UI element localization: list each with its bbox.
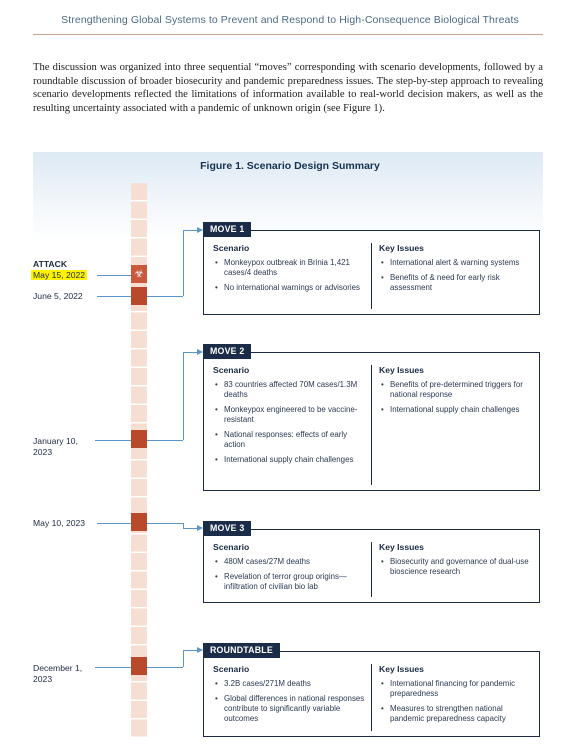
move-3-issues-heading: Key Issues [379,542,424,552]
move-1-scenario-list [214,258,364,298]
roundtable-column-divider [371,664,372,731]
biohazard-icon: ☣ [131,265,147,283]
move-1-scenario-item: • Monkeypox outbreak in Brinia 1,421 cases/4 deaths [214,258,364,279]
move-2-issues-list [380,380,530,420]
figure-title: Figure 1. Scenario Design Summary [200,160,380,172]
move-2-scenario-list [214,380,364,470]
date-label-move-1: June 5, 2022 [33,291,83,301]
connector-move-2-v [183,352,184,440]
roundtable-scenario-item: • Global differences in national responses contribute to significantly variable outcomes [214,694,366,725]
connector-move-1-top [183,230,197,231]
move-3-issues-list [380,557,530,582]
move-1-issue-item: • Benefits of & need for early risk assessment [380,273,530,294]
connector-move-3-h [147,523,183,524]
leader-line-attack [97,275,131,276]
timeline-marker-move-3 [131,513,147,531]
attack-date-highlight: May 15, 2022 [33,270,86,280]
roundtable-tab: ROUNDTABLE [203,643,280,658]
connector-roundtable-h [147,667,183,668]
roundtable-scenario-item: • 3.2B cases/271M deaths [214,679,366,689]
move-3-scenario-list [214,557,364,597]
move-2-issue-item: • Benefits of pre-determined triggers for national response [380,380,530,401]
date-label-roundtable: December 1, 2023 [33,663,83,684]
roundtable-issue-item: • Measures to strengthen national pandemic preparedness capacity [380,704,532,725]
move-1-issues-list [380,258,530,298]
connector-move-1-h [147,296,183,297]
move-1-tab: MOVE 1 [203,222,251,237]
header-rule [33,34,543,35]
move-3-scenario-heading: Scenario [213,542,250,552]
move-1-issues-heading: Key Issues [379,243,424,253]
body-paragraph: The discussion was organized into three sequential “moves” corresponding with scenario developments, followed by a roundtable discussion of broader biosecurity and pandemic preparedness issues. The step-by-step approach to revealing scenario developments reflected the limitations of information available to real-world decision makers, as well as the resulting uncertainty associated with a pandemic of unknown origin (see Figure 1). [33,62,543,114]
timeline-marker-move-1 [131,287,147,305]
move-1-issue-item: • International alert & warning systems [380,258,530,268]
move-3-tab: MOVE 3 [203,521,251,536]
connector-move-2-top [183,352,197,353]
date-label-move-2: January 10, 2023 [33,436,78,457]
move-2-issue-item: • International supply chain challenges [380,405,530,415]
leader-line-move-1 [97,296,131,297]
move-2-tab: MOVE 2 [203,344,251,359]
attack-label: ATTACK [33,259,68,269]
move-2-scenario-item: • Monkeypox engineered to be vaccine-resistant [214,405,364,426]
move-1-column-divider [371,243,372,309]
attack-date [33,270,87,281]
connector-roundtable-top [183,650,197,651]
move-2-scenario-item: • 83 countries affected 70M cases/1.3M deaths [214,380,364,401]
move-3-issue-item: • Biosecurity and governance of dual-use bioscience research [380,557,530,578]
connector-roundtable-v [183,650,184,667]
connector-move-2-h [147,440,183,441]
move-2-scenario-heading: Scenario [213,365,250,375]
move-1-scenario-heading: Scenario [213,243,250,253]
move-2-issues-heading: Key Issues [379,365,424,375]
roundtable-scenario-list [214,679,366,729]
move-1-scenario-item: • No international warnings or advisories [214,283,364,293]
move-3-scenario-item: • Revelation of terror group origins—infiltration of civilian bio lab [214,572,364,593]
timeline-marker-move-2 [131,430,147,448]
timeline-marker-roundtable [131,657,147,675]
leader-line-roundtable [95,667,131,668]
leader-line-move-2 [95,440,131,441]
move-3-scenario-item: • 480M cases/27M deaths [214,557,364,567]
roundtable-issues-heading: Key Issues [379,664,424,674]
roundtable-issues-list [380,679,532,729]
move-3-column-divider [371,542,372,597]
move-2-scenario-item: • National responses: effects of early action [214,430,364,451]
connector-move-3-top [183,528,197,529]
move-2-column-divider [371,365,372,485]
roundtable-issue-item: • International financing for pandemic preparedness [380,679,532,700]
running-header: Strengthening Global Systems to Prevent and Respond to High-Consequence Biological Threats [61,14,519,26]
roundtable-scenario-heading: Scenario [213,664,250,674]
leader-line-move-3 [97,523,131,524]
date-label-move-3: May 10, 2023 [33,518,86,528]
connector-move-1-v [183,230,184,296]
move-2-scenario-item: • International supply chain challenges [214,455,364,465]
